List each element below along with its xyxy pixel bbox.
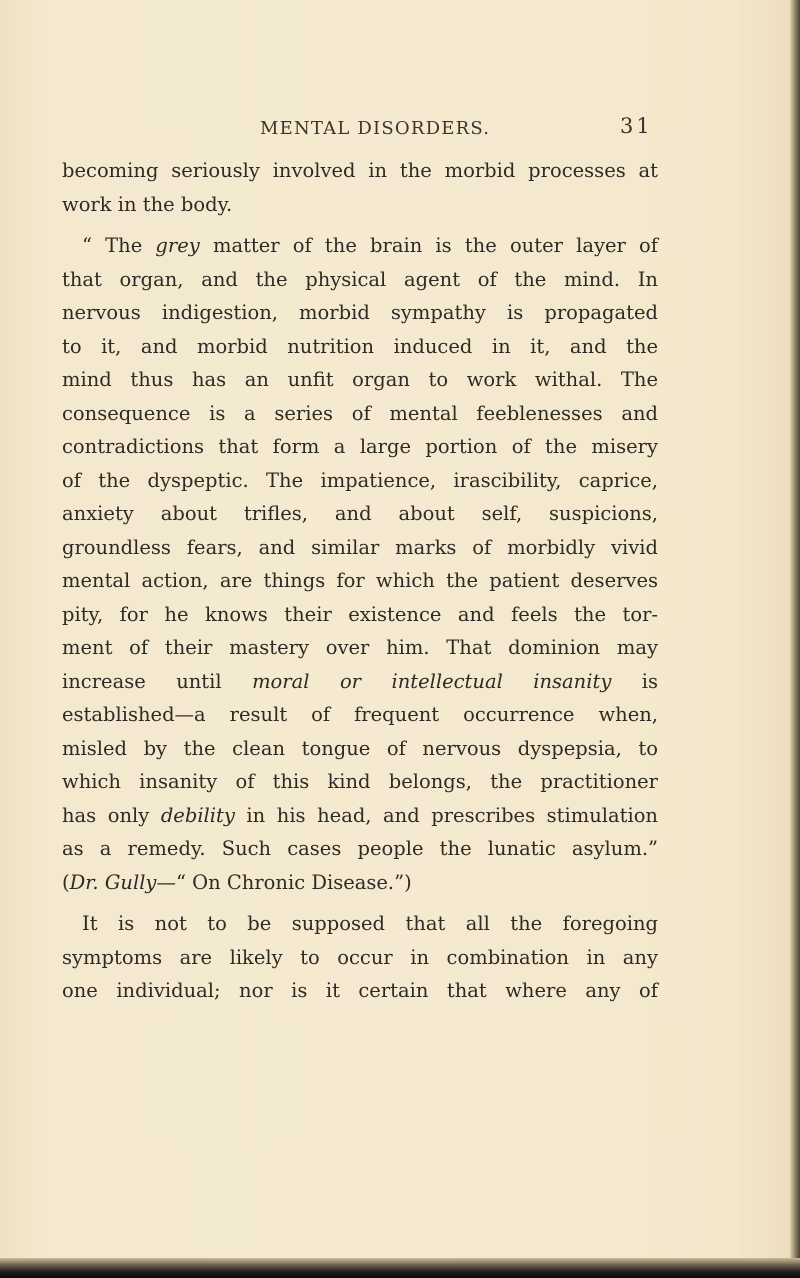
italic-text: moral <box>252 669 310 693</box>
text-line: consequence is a series of mental feeblenesses and <box>62 401 658 425</box>
text-line: groundless fears, and similar marks of morbidly vivid <box>62 535 658 559</box>
text-line: established—a result of frequent occurrence when, <box>62 703 658 726</box>
text-line: mental action, are things for which the patient deserves <box>62 569 658 592</box>
text-line: mind thus has an unfit organ to work withal. The <box>62 368 658 391</box>
text-line: ment of their mastery over him. That dominion may <box>62 636 658 659</box>
text-line: to it, and morbid nutrition induced in it, and the <box>62 334 658 358</box>
text-line: increase until moral or intellectual insanity is <box>62 669 659 693</box>
body-text <box>62 154 658 1008</box>
text-line: work in the body. <box>62 192 233 216</box>
text-line: misled by the clean tongue of nervous dyspepsia, to <box>62 736 658 760</box>
text-line: one individual; nor is it certain that where any of <box>62 979 658 1002</box>
text-line: nervous indigestion, morbid sympathy is propagated <box>62 301 658 324</box>
page-edge-shadow <box>790 0 800 1258</box>
text-line: of the dyspeptic. The impatience, irascibility, caprice, <box>62 468 658 492</box>
italic-text: Dr. Gully <box>69 870 157 894</box>
italic-text: grey <box>155 234 200 257</box>
page-header <box>0 114 800 146</box>
text-line: that organ, and the physical agent of the mind. In <box>62 267 658 291</box>
text-line: as a remedy. Such cases people the lunatic asylum.” <box>62 837 658 860</box>
running-title: MENTAL DISORDERS. <box>260 118 491 139</box>
text-line: which insanity of this kind belongs, the practitioner <box>62 770 658 793</box>
paragraph-gap <box>62 899 658 907</box>
italic-text: debility <box>160 803 235 827</box>
text-line: has only debility in his head, and prescribes stimulation <box>62 803 658 827</box>
italic-text: intellectual insanity <box>391 669 612 693</box>
text-line: anxiety about trifles, and about self, suspicions, <box>62 502 658 525</box>
text-line: It is not to be supposed that all the foregoing <box>82 912 658 935</box>
text-line: “ The grey matter of the brain is the outer layer of <box>82 234 658 257</box>
text-line: becoming seriously involved in the morbid processes at <box>62 159 658 182</box>
text-line: symptoms are likely to occur in combination in any <box>62 945 658 969</box>
text-line: pity, for he knows their existence and feels the tor- <box>62 602 658 626</box>
text-line: contradictions that form a large portion of the misery <box>62 435 658 458</box>
paragraph-gap <box>62 221 658 229</box>
text-line: (Dr. Gully—“ On Chronic Disease.”) <box>62 870 412 894</box>
italic-text: or <box>339 669 361 693</box>
page-number: 31 <box>620 114 653 138</box>
page-bottom-edge <box>0 1258 800 1278</box>
